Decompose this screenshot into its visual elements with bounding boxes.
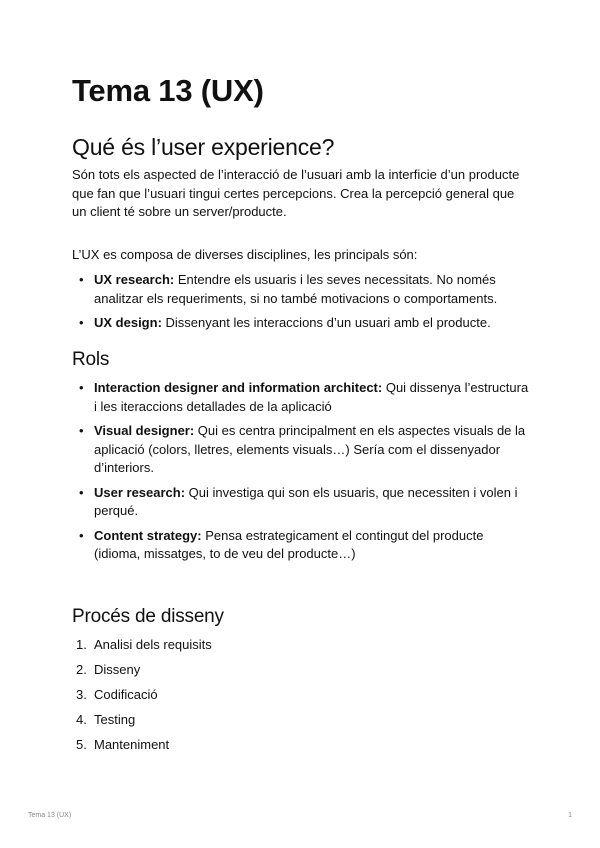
- list-item-text: Disseny: [94, 662, 141, 677]
- list-item: [72, 422, 532, 478]
- bullet-icon: •: [79, 272, 84, 287]
- list-number: 3.: [76, 687, 87, 702]
- bullet-icon: •: [79, 484, 84, 500]
- intro-paragraph: Són tots els aspected de l’interacció de l’usuari amb la interficie d’un producte que fan que l’usuari tingui certes percepcions. Crea la percepció general que un client té sobre un server/producte.: [72, 167, 520, 219]
- footer-title: Tema 13 (UX): [28, 812, 72, 819]
- disciplines-list: [72, 271, 532, 333]
- bullet-icon: •: [79, 315, 84, 330]
- list-item-text: Entendre els usuaris i les seves necessitats. No només analitzar els requeriments, si no també motivacions o comportaments.: [94, 272, 498, 306]
- list-item-text: Qui dissenya l’estructura i les iteraccions detallades de la aplicació: [94, 380, 529, 414]
- list-item: [72, 484, 532, 521]
- list-item: [72, 686, 532, 705]
- list-item-text: Analisi dels requisits: [94, 637, 212, 652]
- rols-list: [72, 379, 532, 564]
- list-item: [72, 736, 532, 755]
- bullet-icon: •: [79, 423, 84, 438]
- list-item: [72, 314, 532, 333]
- list-item-term: Interaction designer and information architect:: [94, 380, 383, 395]
- disciplines-paragraph: L’UX es composa de diverses disciplines, les principals són:: [72, 247, 418, 262]
- list-item-term: Visual designer:: [94, 423, 195, 438]
- section-heading-proces: Procés de disseny: [72, 606, 224, 627]
- list-item-text: Qui investiga qui son els usuaris, que necessiten i volen i perqué.: [94, 484, 518, 518]
- list-item: [72, 527, 532, 564]
- list-item: [72, 661, 532, 680]
- list-item: [72, 379, 532, 416]
- list-item-term: UX design:: [94, 315, 162, 330]
- list-item-text: Manteniment: [94, 737, 170, 752]
- page-number: 1: [568, 812, 572, 819]
- list-number: 5.: [76, 737, 87, 752]
- list-item: [72, 271, 532, 308]
- list-item-text: Codificació: [94, 687, 158, 702]
- list-item-term: UX research:: [94, 272, 175, 287]
- list-item-text: Qui es centra principalment en els aspectes visuals de la aplicació (colors, lletres, elements visuals…) Sería com el dissenyador d’interiors.: [94, 423, 526, 475]
- list-item-text: Dissenyant les interaccions d’un usuari amb el producte.: [161, 315, 491, 330]
- proces-list: [72, 636, 532, 755]
- list-item-text: Pensa estrategicament el contingut del producte (idioma, missatges, to de veu del producte…): [94, 527, 484, 561]
- page-title: Tema 13 (UX): [72, 73, 264, 108]
- list-number: 1.: [76, 637, 87, 652]
- list-item-text: Testing: [94, 712, 136, 727]
- list-item-term: User research:: [94, 484, 186, 500]
- list-number: 4.: [76, 712, 87, 727]
- section-heading-user-experience: Qué és l’user experience?: [72, 134, 335, 160]
- list-item-term: Content strategy:: [94, 527, 202, 543]
- list-number: 2.: [76, 662, 87, 677]
- bullet-icon: •: [79, 527, 84, 543]
- bullet-icon: •: [79, 380, 84, 395]
- list-item: [72, 711, 532, 730]
- section-heading-rols: Rols: [72, 349, 110, 370]
- list-item: [72, 636, 532, 655]
